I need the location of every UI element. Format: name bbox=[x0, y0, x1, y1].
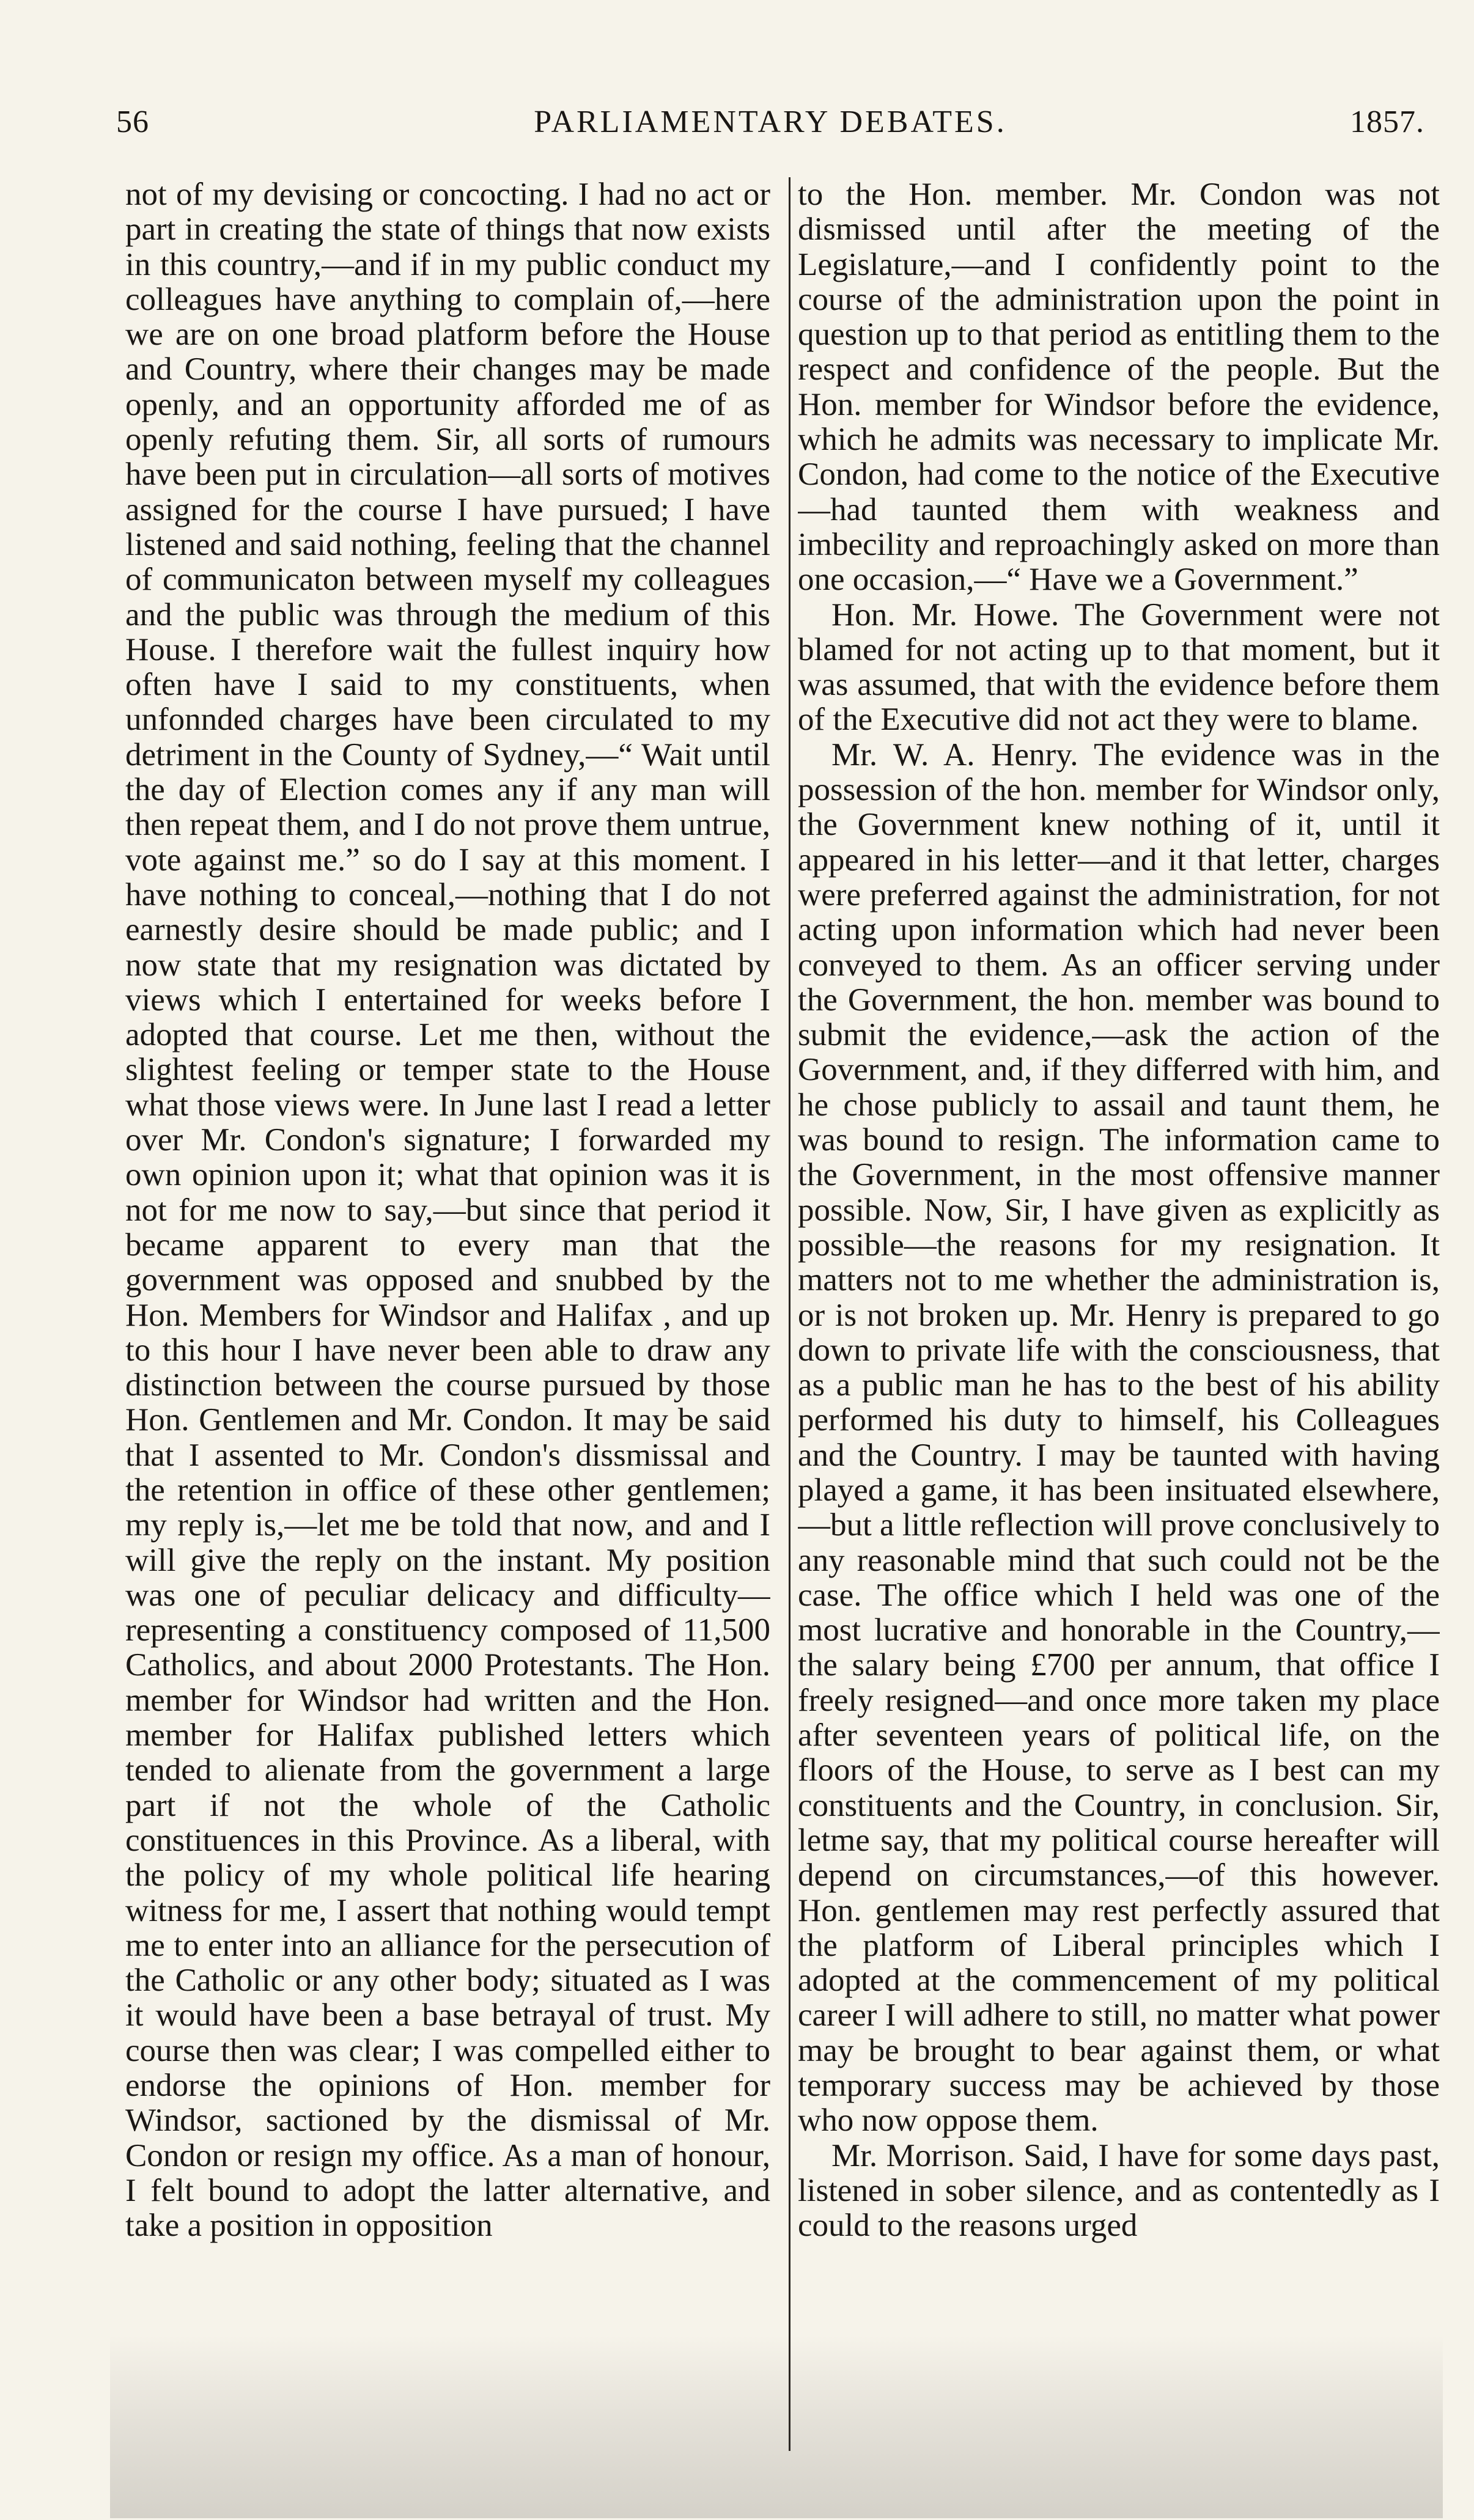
publication-title: PARLIAMENTARY DEBATES. bbox=[534, 105, 1007, 139]
page-number: 56 bbox=[116, 105, 149, 139]
column-divider bbox=[789, 177, 790, 2451]
page-header bbox=[116, 98, 1424, 159]
left-column bbox=[125, 177, 770, 2488]
right-paragraph-morrison: Mr. Morrison. Said, I have for some days past, listened in sober silence, and as contentedly as I could to the reasons urged bbox=[798, 2137, 1440, 2244]
page-year: 1857. bbox=[1350, 105, 1424, 139]
right-paragraph: to the Hon. member. Mr. Condon was not dismissed until after the meeting of the Legislature,—and I confidently point to the course of the administration upon the point in question up to that period as entitling them to the respect and confidence of the people. But the Hon. member for Windsor before the evidence, which he admits was necessary to implicate Mr. Condon, had come to the notice of the Executive—had taunted them with weakness and imbecility and reproachingly asked on more than one occasion,—“ Have we a Government.” bbox=[798, 177, 1440, 598]
right-paragraph-henry: Mr. W. A. Henry. The evidence was in the possession of the hon. member for Windsor only, the Government knew nothing of it, until it appeared in his letter—and it that letter, charges were preferred against the administration, for not acting upon information which had never been conveyed to them. As an officer serving under the Government, the hon. member was bound to submit the evidence,—ask the action of the Government, and, if they differred with him, and he chose publicly to assail and taunt them, he was bound to resign. The information came to the Government, in the most offensive manner possible. Now, Sir, I have given as explicitly as possible—the reasons for my resignation. It matters not to me whether the administration is, or is not broken up. Mr. Henry is prepared to go down to private life with the consciousness, that as a public man he has to the best of his ability performed his duty to himself, his Colleagues and the Country. I may be taunted with having played a game, it has been insituated elsewhere,—but a little reflection will prove conclusively to any reasonable mind that such could not be the case. The office which I held was one of the most lucrative and honorable in the Country,—the salary being £700 per annum, that office I freely resigned—and once more taken my place after seventeen years of political life, on the floors of the House, to serve as I best can my constituents and the Country, in conclusion. Sir, letme say, that my political course hereafter will depend on circumstances,—of this however. Hon. gentlemen may rest perfectly assured that the platform of Liberal principles which I adopted at the commencement of my political career I will adhere to still, no matter what power may be brought to bear against them, or what temporary success may be achieved by those who now oppose them. bbox=[798, 737, 1440, 2139]
right-column bbox=[798, 177, 1440, 2488]
right-paragraph-howe: Hon. Mr. Howe. The Government were not blamed for not acting up to that moment, but it was assumed, that with the evidence before them of the Executive did not act they were to blame. bbox=[798, 597, 1440, 738]
left-paragraph: not of my devising or concocting. I had no act or part in creating the state of things that now exists in this country,—and if in my public conduct my colleagues have anything to complain of,—here we are on one broad platform before the House and Country, where their changes may be made openly, and an opportunity afforded me of as openly refuting them. Sir, all sorts of rumours have been put in circulation—all sorts of motives assigned for the course I have pursued; I have listened and said nothing, feeling that the channel of communicaton between myself my colleagues and the public was through the medium of this House. I therefore wait the fullest inquiry how often have I said to my constituents, when unfonnded charges have been circulated to my detriment in the County of Sydney,—“ Wait until the day of Election comes any if any man will then repeat them, and I do not prove them untrue, vote against me.” so do I say at this moment. I have nothing to conceal,—nothing that I do not earnestly desire should be made public; and I now state that my resignation was dictated by views which I entertained for weeks before I adopted that course. Let me then, without the slightest feeling or temper state to the House what those views were. In June last I read a letter over Mr. Condon's signature; I forwarded my own opinion upon it; what that opinion was it is not for me now to say,—but since that period it became apparent to every man that the government was opposed and snubbed by the Hon. Members for Windsor and Halifax , and up to this hour I have never been able to draw any distinction between the course pursued by those Hon. Gentlemen and Mr. Condon. It may be said that I assented to Mr. Condon's dissmissal and the retention in office of these other gentlemen; my reply is,—let me be told that now, and and I will give the reply on the instant. My position was one of peculiar delicacy and difficulty—representing a constituency composed of 11,500 Catholics, and about 2000 Protestants. The Hon. member for Windsor had written and the Hon. member for Halifax published letters which tended to alienate from the government a large part if not the whole of the Catholic constituences in this Province. As a liberal, with the policy of my whole political life hearing witness for me, I assert that nothing would tempt me to enter into an alliance for the persecution of the Catholic or any other body; situated as I was it would have been a base betrayal of trust. My course then was clear; I was compelled either to endorse the opinions of Hon. member for Windsor, sactioned by the dismissal of Mr. Condon or resign my office. As a man of honour, I felt bound to adopt the latter alternative, and take a position in opposition bbox=[125, 177, 770, 2244]
